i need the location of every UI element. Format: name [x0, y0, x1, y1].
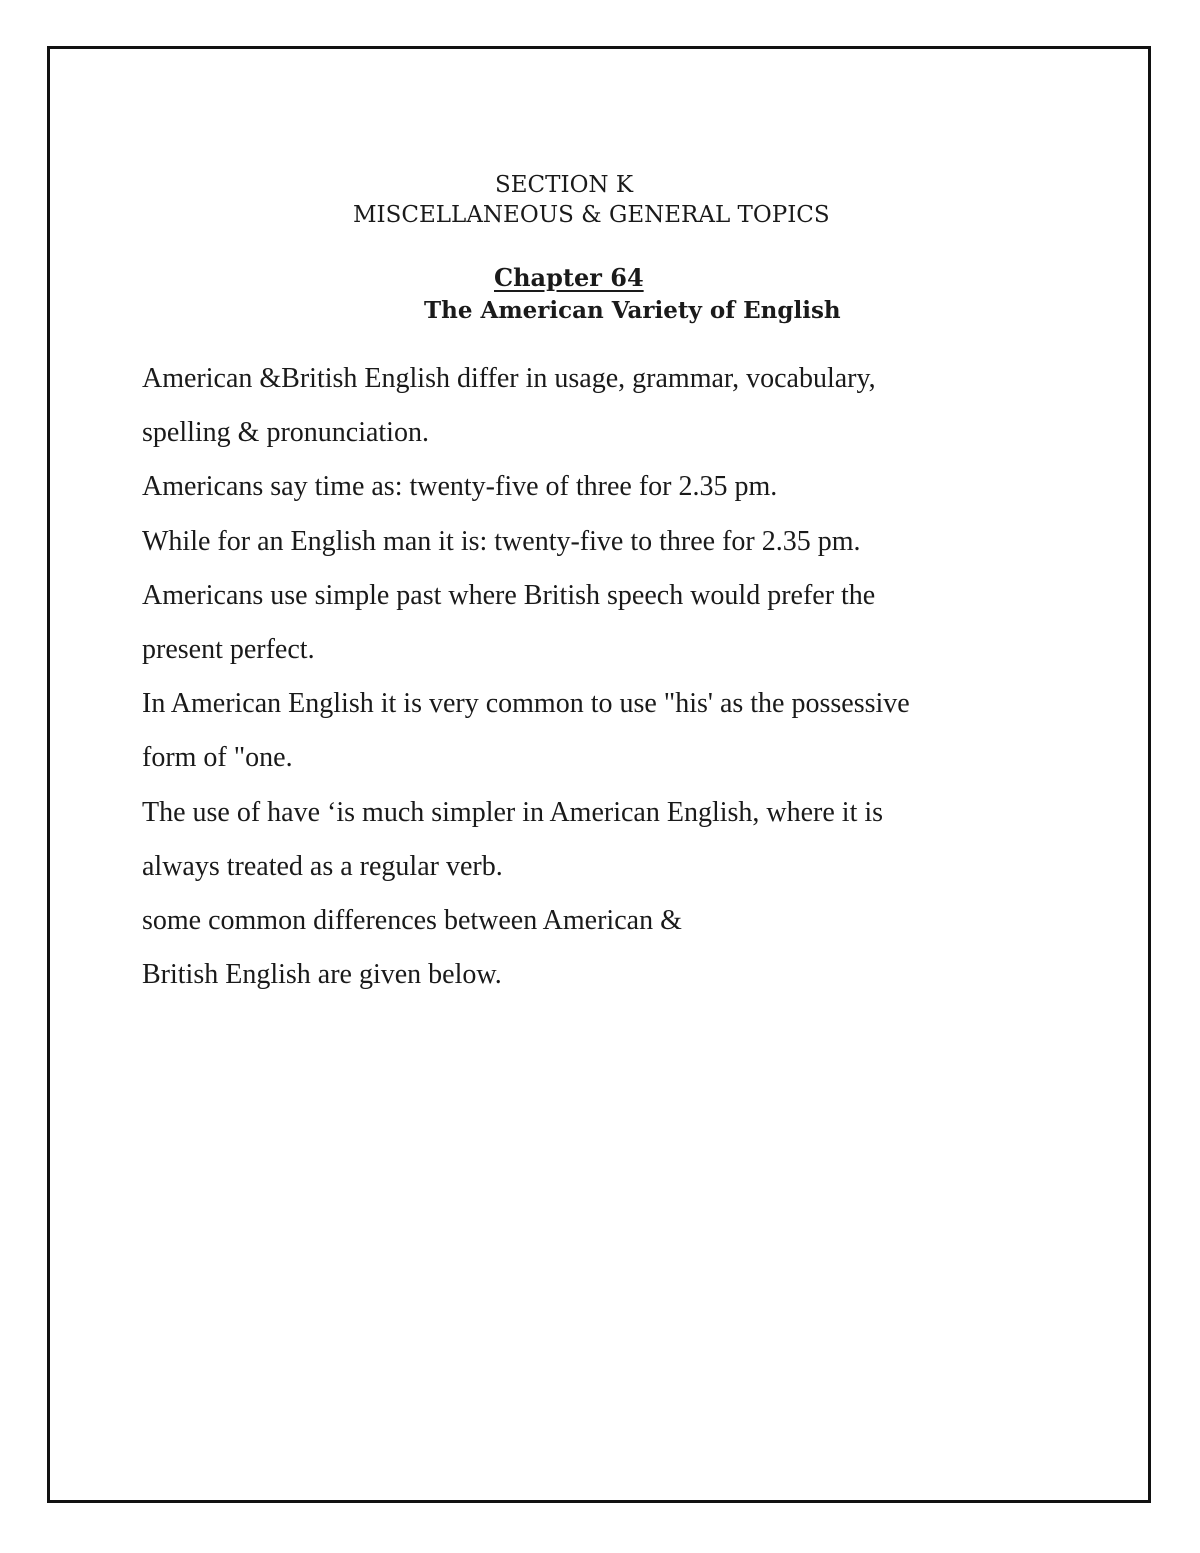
section-label: SECTION K — [495, 172, 634, 198]
body-line: always treated as a regular verb. — [142, 850, 503, 882]
chapter-title: The American Variety of English — [424, 297, 841, 324]
body-line: Americans use simple past where British speech would prefer the — [142, 579, 876, 611]
body-line: The use of have ‘is much simpler in American English, where it is — [142, 796, 884, 828]
body-line: While for an English man it is: twenty-five to three for 2.35 pm. — [142, 525, 861, 557]
section-title: MISCELLANEOUS & GENERAL TOPICS — [353, 202, 830, 228]
body-line: form of "one. — [142, 742, 293, 774]
body-line: spelling & pronunciation. — [142, 417, 429, 449]
body-line: present perfect. — [142, 633, 315, 665]
body-text — [142, 360, 1042, 1010]
body-line: some common differences between American & — [142, 904, 682, 936]
body-line: In American English it is very common to use "his' as the possessive — [142, 688, 910, 720]
body-line: British English are given below. — [142, 959, 502, 991]
body-line: American &British English differ in usage, grammar, vocabulary, — [142, 363, 876, 394]
body-line: Americans say time as: twenty-five of three for 2.35 pm. — [142, 471, 778, 503]
chapter-number: Chapter 64 — [494, 263, 644, 292]
